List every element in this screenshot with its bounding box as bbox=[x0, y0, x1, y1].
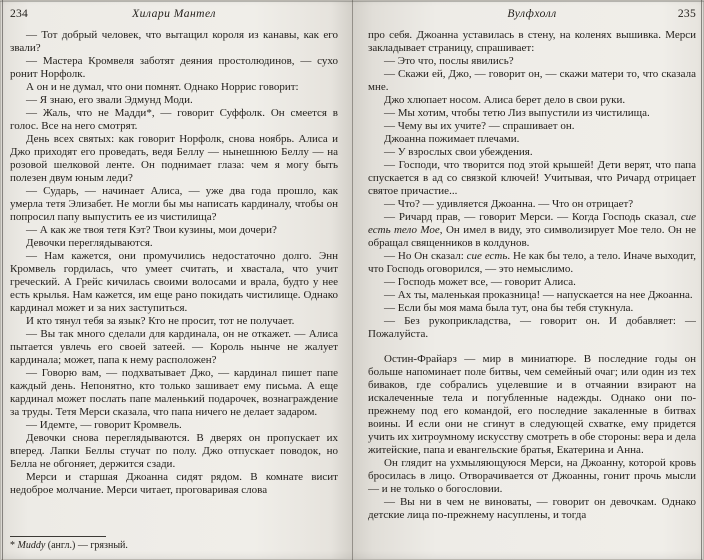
paragraph: — Говорю вам, — подхватывает Джо, — кардинал пишет папе каждый день. Непонятно, кто только зашивает ему письма. А еще кардинал может послать папе маленький подарочек, вознаграждение за труды. Тетя Мерси сказала, что папа ничего не делает задаром. bbox=[10, 367, 338, 418]
paragraph: И кто тянул тебя за язык? Кто не просит, тот не получает. bbox=[26, 315, 295, 327]
paragraph: — Что? — удивляется Джоанна. — Что он отрицает? bbox=[384, 198, 634, 210]
paragraph: Он глядит на ухмыляющуюся Мерси, на Джоанну, которой кровь бросилась в лицо. Отворачивается от Джоанны, гонит прочь мысли — и не только о богословии. bbox=[368, 457, 696, 495]
paragraph: — Идемте, — говорит Кромвель. bbox=[26, 419, 182, 431]
paragraph: — А как же твоя тетя Кэт? Твои кузины, мои дочери? bbox=[26, 224, 277, 236]
running-title-book: Вулфхолл bbox=[507, 7, 557, 20]
paragraph-text: — Ричард прав, — говорит Мерси. — Когда Господь сказал, bbox=[384, 211, 681, 223]
paragraph: Джоанна пожимает плечами. bbox=[384, 133, 520, 145]
paragraph: — Без рукоприкладства, — говорит он. И добавляет: — Пожалуйста. bbox=[368, 315, 696, 340]
paragraph: — Жаль, что не Мадди*, — говорит Суффолк. Он смеется в голос. Все на него смотрят. bbox=[10, 107, 338, 132]
paragraph: — Нам кажется, они промучились недостаточно долго. Энн Кромвель гордилась, что умеет считать, и хвастала, что учит греческий. А Грейс кичилась своими волосами и врала, будто у нее есть крылья. Нам кажется, им еще рано покидать чистилище. Однако кардинал может и за них заступиться. bbox=[10, 250, 338, 314]
paragraph: — Скажи ей, Джо, — говорит он, — скажи матери то, что сказала мне. bbox=[368, 68, 696, 93]
paragraph: Джо хлюпает носом. Алиса берет дело в свои руки. bbox=[384, 94, 626, 106]
footnote-text: (англ.) — грязный. bbox=[45, 540, 128, 551]
book-page-right bbox=[352, 0, 704, 560]
paragraph: — Сударь, — начинает Алиса, — уже два года прошло, как умерла тетя Элизабет. Не могли бы мы написать кардиналу, чтобы он попросил папу выпустить ее из чистилища? bbox=[10, 185, 338, 223]
footnote bbox=[10, 540, 338, 552]
page-header-left bbox=[10, 7, 338, 20]
page-body-left bbox=[10, 29, 338, 532]
paragraph: Девочки снова переглядываются. В дверях он пропускает их вперед. Лапки Беллы стучат по полу. Джо отпускает поводок, но Белла не обгоняет, держится сзади. bbox=[10, 432, 338, 470]
footnote-separator bbox=[10, 536, 106, 537]
page-number: 235 bbox=[677, 7, 696, 20]
italic-term: сие есть тело Мое bbox=[368, 211, 696, 236]
paragraph-continuation: про себя. Джоанна уставилась в стену, на коленях вышивка. Мерси закладывает страницу, спрашивает: bbox=[368, 29, 696, 54]
page-body-right bbox=[368, 29, 696, 552]
paragraph-text: — Но Он сказал: bbox=[384, 250, 467, 262]
paragraph: — Мы хотим, чтобы тетю Лиз выпустили из чистилища. bbox=[384, 107, 650, 119]
scan-edge-left bbox=[2, 0, 3, 560]
paragraph: Девочки переглядываются. bbox=[26, 237, 153, 249]
footnote-term: Muddy bbox=[17, 540, 46, 551]
paragraph: — Если бы моя мама была тут, она бы тебя стукнула. bbox=[384, 302, 634, 314]
footnote-marker: * bbox=[10, 540, 18, 551]
paragraph: День всех святых: как говорит Норфолк, снова ноябрь. Алиса и Джо приходят его проведать, ведя Беллу — нынешнюю Беллу — на розовой шелковой ленте. Он поднимает глаза: чем я могу быть полезен двум юным леди? bbox=[10, 133, 338, 184]
paragraph: — Это что, послы явились? bbox=[384, 55, 514, 67]
page-gutter bbox=[352, 0, 353, 560]
paragraph: — Вы ни в чем не виноваты, — говорит он девочкам. Однако детские лица по-прежнему насуплены, и тогда bbox=[368, 496, 696, 521]
italic-term: сие есть bbox=[466, 250, 508, 262]
paragraph: Мерси и старшая Джоанна сидят рядом. В комнате висит недоброе молчание. Мерси читает, проговаривая слова bbox=[10, 471, 338, 496]
paragraph: — Вы так много сделали для кардинала, он не откажет. — Алиса пытается увлечь его своей затеей. — Король нынче не жалует кардинала; может, папа к нему расположен? bbox=[10, 328, 338, 366]
paragraph-section-start: Остин-Фрайарз — мир в миниатюре. В последние годы он больше напоминает поле битвы, чем семейный очаг; или один из тех биваков, где собрались уцелевшие и в отчаянии взирают на искалеченные тела и погубленные надежды. Однако они по-прежнему под его командой, его последние закаленные в битвах воины. И если они не сгинут в следующей схватке, ему придется учить их хитроумному искусству смотреть в обе стороны: вера и дела житейские, папа и евангельские братья, Екатерина и Анна. bbox=[368, 353, 696, 456]
paragraph-text: . Не как бы тело, а тело. Иначе выходит, что Господь оговорился, — это немыслимо. bbox=[368, 250, 696, 275]
paragraph: — Я знаю, его звали Эдмунд Моди. bbox=[26, 94, 193, 106]
running-title-author: Хилари Мантел bbox=[132, 7, 216, 20]
paragraph: — Господи, что творится под этой крышей! Дети верят, что папа спускается в ад со связкой ключей! Учитывая, что Ричард отрицает святое причастие... bbox=[368, 159, 696, 197]
footnote-area bbox=[10, 532, 338, 552]
paragraph: — У взрослых свои убеждения. bbox=[384, 146, 533, 158]
paragraph: — Мастера Кромвеля заботят деяния простолюдинов, — сухо ронит Норфолк. bbox=[10, 55, 338, 80]
page-header-right bbox=[368, 7, 696, 20]
paragraph: — Тот добрый человек, что вытащил короля из канавы, как его звали? bbox=[10, 29, 338, 54]
paragraph bbox=[368, 211, 696, 250]
paragraph: — Ах ты, маленькая проказница! — напускается на нее Джоанна. bbox=[384, 289, 693, 301]
paragraph: — Чему вы их учите? — спрашивает он. bbox=[384, 120, 575, 132]
scan-edge-right bbox=[701, 0, 702, 560]
paragraph: — Господь может все, — говорит Алиса. bbox=[384, 276, 576, 288]
paragraph-text: , Он имел в виду, это символизирует Мое тело. Он не обращал священников в колдунов. bbox=[368, 224, 696, 249]
paragraph bbox=[368, 250, 696, 276]
paragraph: А он и не думал, что они помнят. Однако Норрис говорит: bbox=[26, 81, 299, 93]
page-number: 234 bbox=[10, 7, 29, 20]
